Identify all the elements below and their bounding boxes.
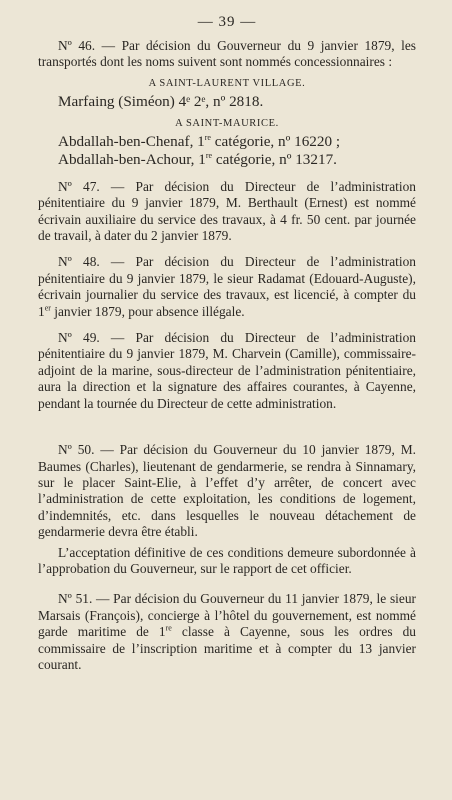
- decision-51-text: Nº 51. — Par décision du Gouverneur du 11 janvier 1879, le sieur Marsais (François), concierge à l’hôtel du gouvernement, est nommé garde maritime de 1re classe à Cayenne, sous les ordres du commissaire de l’inscription maritime et à compter du 13 janvier courant.: [38, 591, 416, 672]
- decision-48-text: Nº 48. — Par décision du Directeur de l’administration pénitentiaire du 9 janvier 1879, le sieur Radamat (Edouard-Auguste), écrivain journalier du service des travaux, est licencié, à compter du 1er janvier 1879, pour absence illégale.: [38, 254, 416, 319]
- decision-50-continuation: L’acceptation définitive de ces conditions demeure subordonnée à l’approbation du Gouverneur, sur le rapport de cet officier.: [38, 544, 416, 576]
- decision-47-text: Nº 47. — Par décision du Directeur de l’administration pénitentiaire du 9 janvier 1879, M. Berthault (Ernest) est nommé écrivain auxiliaire du service des travaux, à 4 fr. 50 cent. par journée de travail, à dater du 2 janvier 1879.: [38, 178, 416, 244]
- concessionnaire-abdallah-chenaf: Abdallah-ben-Chenaf, 1re catégorie, nº 16220 ;: [58, 132, 341, 150]
- section-gap-2: [38, 577, 416, 591]
- decision-49-text: Nº 49. — Par décision du Directeur de l’administration pénitentiaire du 9 janvier 1879, M. Charvein (Camille), commissaire-adjoint de la marine, sous-directeur de l’administration pénitentiaire, aura la direction et la signature des affaires courantes, à Cayenne, pendant la tournée du Directeur de cette administration.: [38, 330, 416, 411]
- concessionnaire-marfaing: Marfaing (Siméon) 4ᵉ 2ᵉ, nº 2818.: [58, 92, 264, 110]
- heading-saint-maurice: A SAINT-MAURICE.: [175, 117, 279, 129]
- page-number: — 39 —: [197, 14, 257, 30]
- concessionnaire-abdallah-achour: Abdallah-ben-Achour, 1re catégorie, nº 13217.: [58, 150, 337, 168]
- decision-50-text: Nº 50. — Par décision du Gouverneur du 10 janvier 1879, M. Baumes (Charles), lieutenant de gendarmerie, se rendra à Sinnamary, sur le placer Saint-Elie, à l’effet d’y arrêter, de concert avec l’administration de cette exploitation, les conditions de logement, d’indemnités, etc. dans lesquelles le nouveau détachement de gendarmerie devra être établi.: [38, 442, 416, 540]
- heading-saint-laurent: A SAINT-LAURENT VILLAGE.: [148, 77, 306, 89]
- decision-46-text: Nº 46. — Par décision du Gouverneur du 9 janvier 1879, les transportés dont les noms suivent sont nommés concessionnaires :: [38, 38, 416, 70]
- section-gap: [38, 412, 416, 442]
